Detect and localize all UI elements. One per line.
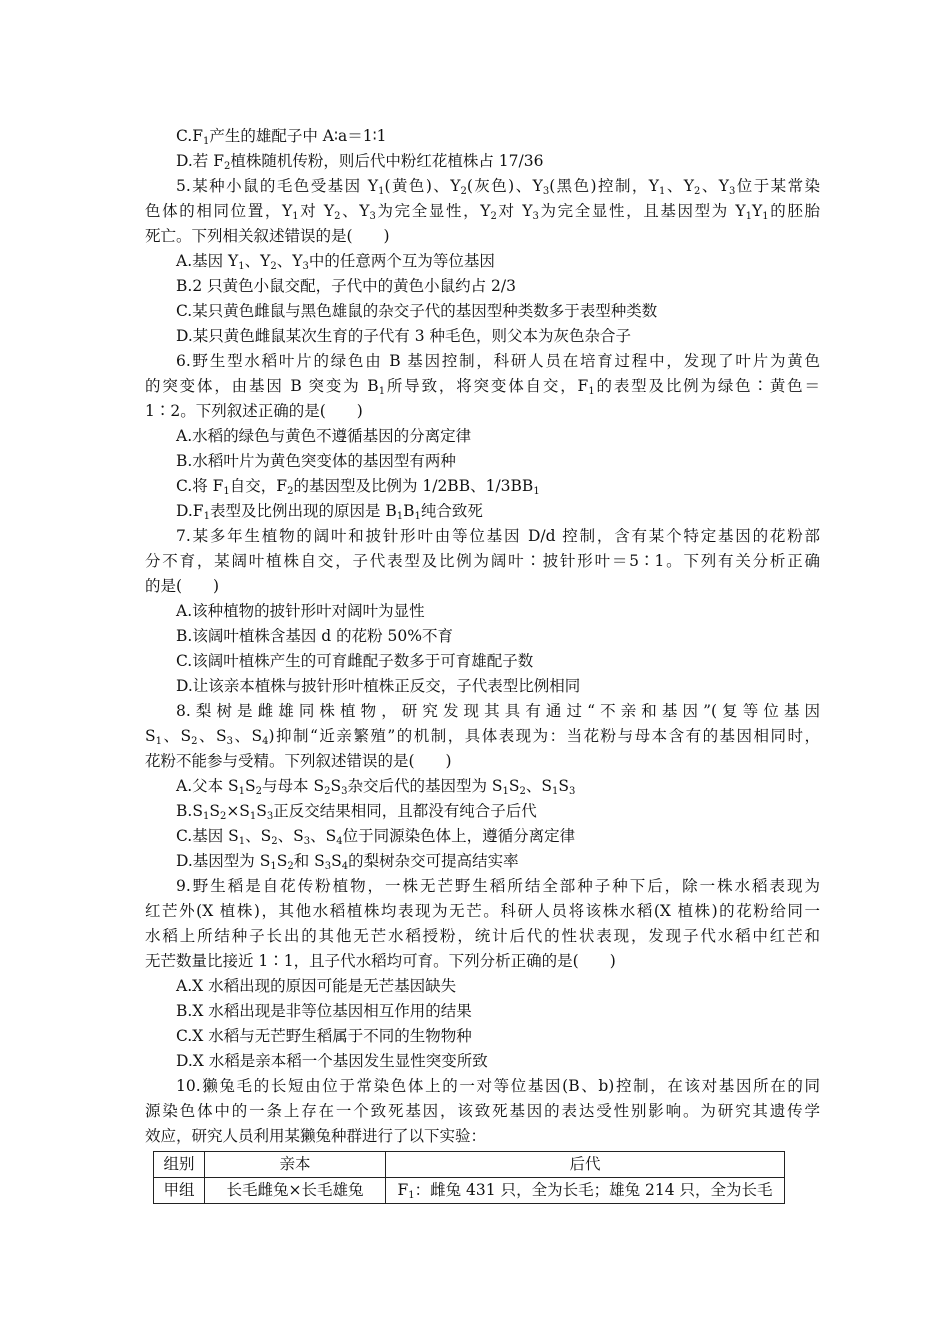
text-run: S [331,852,342,870]
text-run: 植株随机传粉，则后代中粉红花植株占 17/36 [230,152,544,170]
subscript: 3 [341,786,348,797]
text-line [145,849,820,874]
text-run: S [145,727,156,745]
text-run: D.让该亲本植株与披针形叶植株正反交，子代表型比例相同 [176,677,581,695]
text-run: 的基因型及比例为 1/2BB、1/3BB [293,477,534,495]
subscript: 3 [302,261,309,272]
text-run: 、S [525,777,553,795]
text-run: C.将 F [176,477,224,495]
text-line [145,224,820,249]
text-run: 的胚胎 [768,202,820,220]
subscript: 2 [519,786,526,797]
text-run: 6.野生型水稻叶片的绿色由 B 基因控制，科研人员在培育过程中，发现了叶片为黄色 [176,352,820,370]
text-run: 的突变体，由基因 B 突变为 B [145,377,379,395]
text-run: S [276,852,288,870]
text-run: 的梨树杂交可提高结实率 [348,852,519,870]
text-line [145,724,820,749]
text-run: 、S [277,827,304,845]
text-run: B.2 只黄色小鼠交配，子代中的黄色小鼠约占 2/3 [176,277,516,295]
text-run: 7.某多年生植物的阔叶和披针形叶由等位基因 D/d 控制，含有某个特定基因的花粉部 [176,527,820,545]
text-run: 杂交后代的基因型为 S [347,777,503,795]
text-run: 8.梨树是雌雄同株植物，研究发现其具有通过“不亲和基因”(复等位基因 [176,702,820,720]
text-run: 花粉不能参与受精。下列叙述错误的是( ) [145,752,452,770]
text-line [145,749,820,774]
text-line [145,899,820,924]
subscript: 1 [762,211,769,222]
subscript: 1 [223,486,230,497]
text-line [145,1099,820,1124]
subscript: 3 [542,186,550,197]
text-run: 自交，F [229,477,288,495]
text-run: B [403,502,415,520]
text-run: S [508,777,520,795]
text-run: 表型及比例出现的原因是 B [209,502,397,520]
cell-parents [205,1178,386,1204]
subscript: 3 [226,736,233,747]
header-group: 组别 [154,1152,205,1178]
text-run: A.该种植物的披针形叶对阔叶为显性 [176,602,425,620]
subscript: 1 [502,786,509,797]
subscript: 4 [262,736,269,747]
text-run: 、S [162,727,192,745]
text-line [145,474,820,499]
text-run: S [330,777,342,795]
text-run: D.X 水稻是亲本稻一个基因发生显性突变所致 [176,1052,488,1070]
text-run: 红芒外(X 植株)，其他水稻植株均表现为无芒。科研人员将该株水稻(X 植株)的花粉给同一 [145,902,820,920]
subscript: 4 [341,861,349,872]
text-run: C.某只黄色雌鼠与黑色雄鼠的杂交子代的基因型种类数多于表型种类数 [176,302,658,320]
text-run: 、S [232,727,263,745]
subscript: 1 [408,1190,415,1201]
text-run: 、S [310,827,337,845]
subscript: 2 [271,836,278,847]
text-run: 的是( ) [145,577,220,595]
text-run: 与母本 S [262,777,325,795]
text-run: 、Y [665,177,695,195]
subscript: 1 [202,811,210,822]
text-line [145,174,820,199]
header-offspring: 后代 [386,1152,785,1178]
text-run: A.X 水稻出现的原因可能是无芒基因缺失 [176,977,457,995]
text-run: 纯合致死 [420,502,483,520]
text-run: 甲组 [163,1181,195,1199]
text-run: 源染色体中的一条上存在一个致死基因，该致死基因的表达受性别影响。为研究其遗传学 [145,1102,820,1120]
text-run: C.基因 S [176,827,239,845]
subscript: 1 [378,186,385,197]
text-line [145,299,820,324]
text-run: 中的任意两个互为等位基因 [308,252,495,270]
subscript: 1 [238,261,245,272]
text-line [145,699,820,724]
subscript: 1 [378,386,386,397]
text-run: 分不育，某阔叶植株自交，子代表型及比例为阔叶∶披针形叶＝5∶1。下列有关分析正确 [145,552,820,570]
subscript: 2 [490,211,497,222]
subscript: 3 [369,211,376,222]
text-line [145,774,820,799]
table-row [154,1178,785,1204]
subscript: 2 [223,161,231,172]
subscript: 1 [414,511,421,522]
text-line [145,524,820,549]
text-run: 无芒数量比接近 1∶1，且子代水稻均可育。下列分析正确的是( ) [145,952,616,970]
text-run: 水稻上所结种子长出的其他无芒水稻授粉，统计后代的性状表现，发现子代水稻中红芒和 [145,927,820,945]
text-line [145,324,820,349]
text-run: B.X 水稻出现是非等位基因相互作用的结果 [176,1002,472,1020]
text-run: S [558,777,570,795]
text-run: D.某只黄色雌鼠某次生育的子代有 3 种毛色，则父本为灰色杂合子 [176,327,632,345]
text-run: 正反交结果相同，且都没有纯合子后代 [273,802,537,820]
subscript: 1 [270,861,277,872]
text-run: 对 Y [298,202,335,220]
subscript: 3 [569,786,576,797]
text-line [145,1124,820,1149]
text-run: ：雌兔 431 只，全为长毛；雄兔 214 只，全为长毛 [414,1181,773,1199]
subscript: 1 [203,136,210,147]
text-line [145,149,820,174]
text-run: 位于某常染 [735,177,821,195]
subscript: 3 [303,836,311,847]
text-run: A.基因 Y [176,252,239,270]
text-run: D.F [176,502,204,520]
text-run: D.若 F [176,152,224,170]
text-run: 产生的雄配子中 A∶a＝1∶1 [209,127,387,145]
cell-offspring [386,1178,785,1204]
text-run: Y [752,202,763,220]
text-run: F [397,1181,409,1199]
subscript: 3 [266,811,274,822]
text-line [145,624,820,649]
subscript: 1 [552,786,559,797]
text-run: 为完全显性，Y [375,202,491,220]
text-run: 5.某种小鼠的毛色受基因 Y [176,177,379,195]
text-line [145,199,820,224]
text-line [145,549,820,574]
text-run: S [209,802,220,820]
subscript: 1 [238,786,246,797]
subscript: 1 [155,736,162,747]
subscript: 2 [287,861,294,872]
text-run: 1∶2。下列叙述正确的是( ) [145,402,363,420]
text-line [145,374,820,399]
text-line [145,274,820,299]
text-run: (黑色)控制，Y [549,177,660,195]
subscript: 2 [460,186,467,197]
text-run: 、Y [340,202,370,220]
text-line [145,499,820,524]
text-line [145,924,820,949]
subscript: 4 [336,836,343,847]
text-line [145,1049,820,1074]
text-run: (灰色)、Y [466,177,543,195]
text-run: C.X 水稻与无芒野生稻属于不同的生物物种 [176,1027,472,1045]
text-run: 对 Y [496,202,533,220]
subscript: 2 [334,211,341,222]
subscript: 1 [203,511,210,522]
text-run: 和 S [293,852,325,870]
table-header-row [154,1152,785,1178]
subscript: 1 [238,836,246,847]
text-lines [145,124,820,1149]
text-run: A.父本 S [176,777,239,795]
text-line [145,249,820,274]
text-line [145,424,820,449]
subscript: 3 [324,861,332,872]
subscript: 2 [270,261,277,272]
text-line [145,874,820,899]
cell-group [154,1178,205,1204]
text-line [145,599,820,624]
subscript: 2 [694,186,701,197]
text-run: 10.獭兔毛的长短由位于常染色体上的一对等位基因(B、b)控制，在该对基因所在的同 [176,1077,820,1095]
text-run: 死亡。下列相关叙述错误的是( ) [145,227,390,245]
text-run: B.该阔叶植株含基因 d 的花粉 50%不育 [176,627,453,645]
subscript: 3 [532,211,539,222]
text-run: B.水稻叶片为黄色突变体的基因型有两种 [176,452,456,470]
text-run: 长毛雌兔×长毛雄兔 [226,1181,364,1199]
subscript: 2 [191,736,198,747]
text-run: 、Y [244,252,271,270]
subscript: 1 [745,211,752,222]
text-run: 为完全显性，且基因型为 Y [538,202,746,220]
header-parents: 亲本 [205,1152,386,1178]
subscript: 2 [324,786,331,797]
subscript: 1 [659,186,666,197]
text-line [145,799,820,824]
subscript: 1 [396,511,404,522]
text-run: 、Y [700,177,729,195]
subscript: 1 [588,386,595,397]
subscript: 1 [533,486,540,497]
text-line [145,124,820,149]
text-line [145,1074,820,1099]
text-run: ×S [226,802,250,820]
text-run: 、S [197,727,227,745]
text-line [145,574,820,599]
subscript: 2 [255,786,263,797]
text-line [145,649,820,674]
text-run: 色体的相同位置，Y [145,202,293,220]
text-line [145,1024,820,1049]
text-run: 、S [245,827,272,845]
text-line [145,449,820,474]
subscript: 1 [292,211,299,222]
text-run: (黄色)、Y [384,177,461,195]
text-line [145,949,820,974]
text-line [145,399,820,424]
text-run: S [256,802,267,820]
text-run: 9.野生稻是自花传粉植物，一株无芒野生稻所结全部种子种下后，除一株水稻表现为 [176,877,820,895]
text-line [145,349,820,374]
text-line [145,824,820,849]
subscript: 2 [287,486,294,497]
subscript: 2 [219,811,227,822]
text-run: S [245,777,256,795]
text-line [145,999,820,1024]
text-run: C.该阔叶植株产生的可育雌配子数多于可育雄配子数 [176,652,534,670]
document-body [145,124,820,1204]
text-run: C.F [176,127,203,145]
text-run: 、Y [276,252,303,270]
text-line [145,974,820,999]
text-run: 的表型及比例为绿色∶黄色＝ [594,377,820,395]
text-run: 所导致，将突变体自交，F [385,377,589,395]
text-run: 效应，研究人员利用某獭兔种群进行了以下实验： [145,1127,487,1145]
experiment-table [153,1151,785,1204]
subscript: 1 [249,811,257,822]
text-run: )抑制“近亲繁殖”的机制，具体表现为：当花粉与母本含有的基因相同时， [268,727,821,745]
subscript: 3 [728,186,736,197]
text-run: 位于同源染色体上，遵循分离定律 [342,827,576,845]
text-run: D.基因型为 S [176,852,271,870]
text-run: A.水稻的绿色与黄色不遵循基因的分离定律 [176,427,472,445]
text-line [145,674,820,699]
text-run: B.S [176,802,203,820]
